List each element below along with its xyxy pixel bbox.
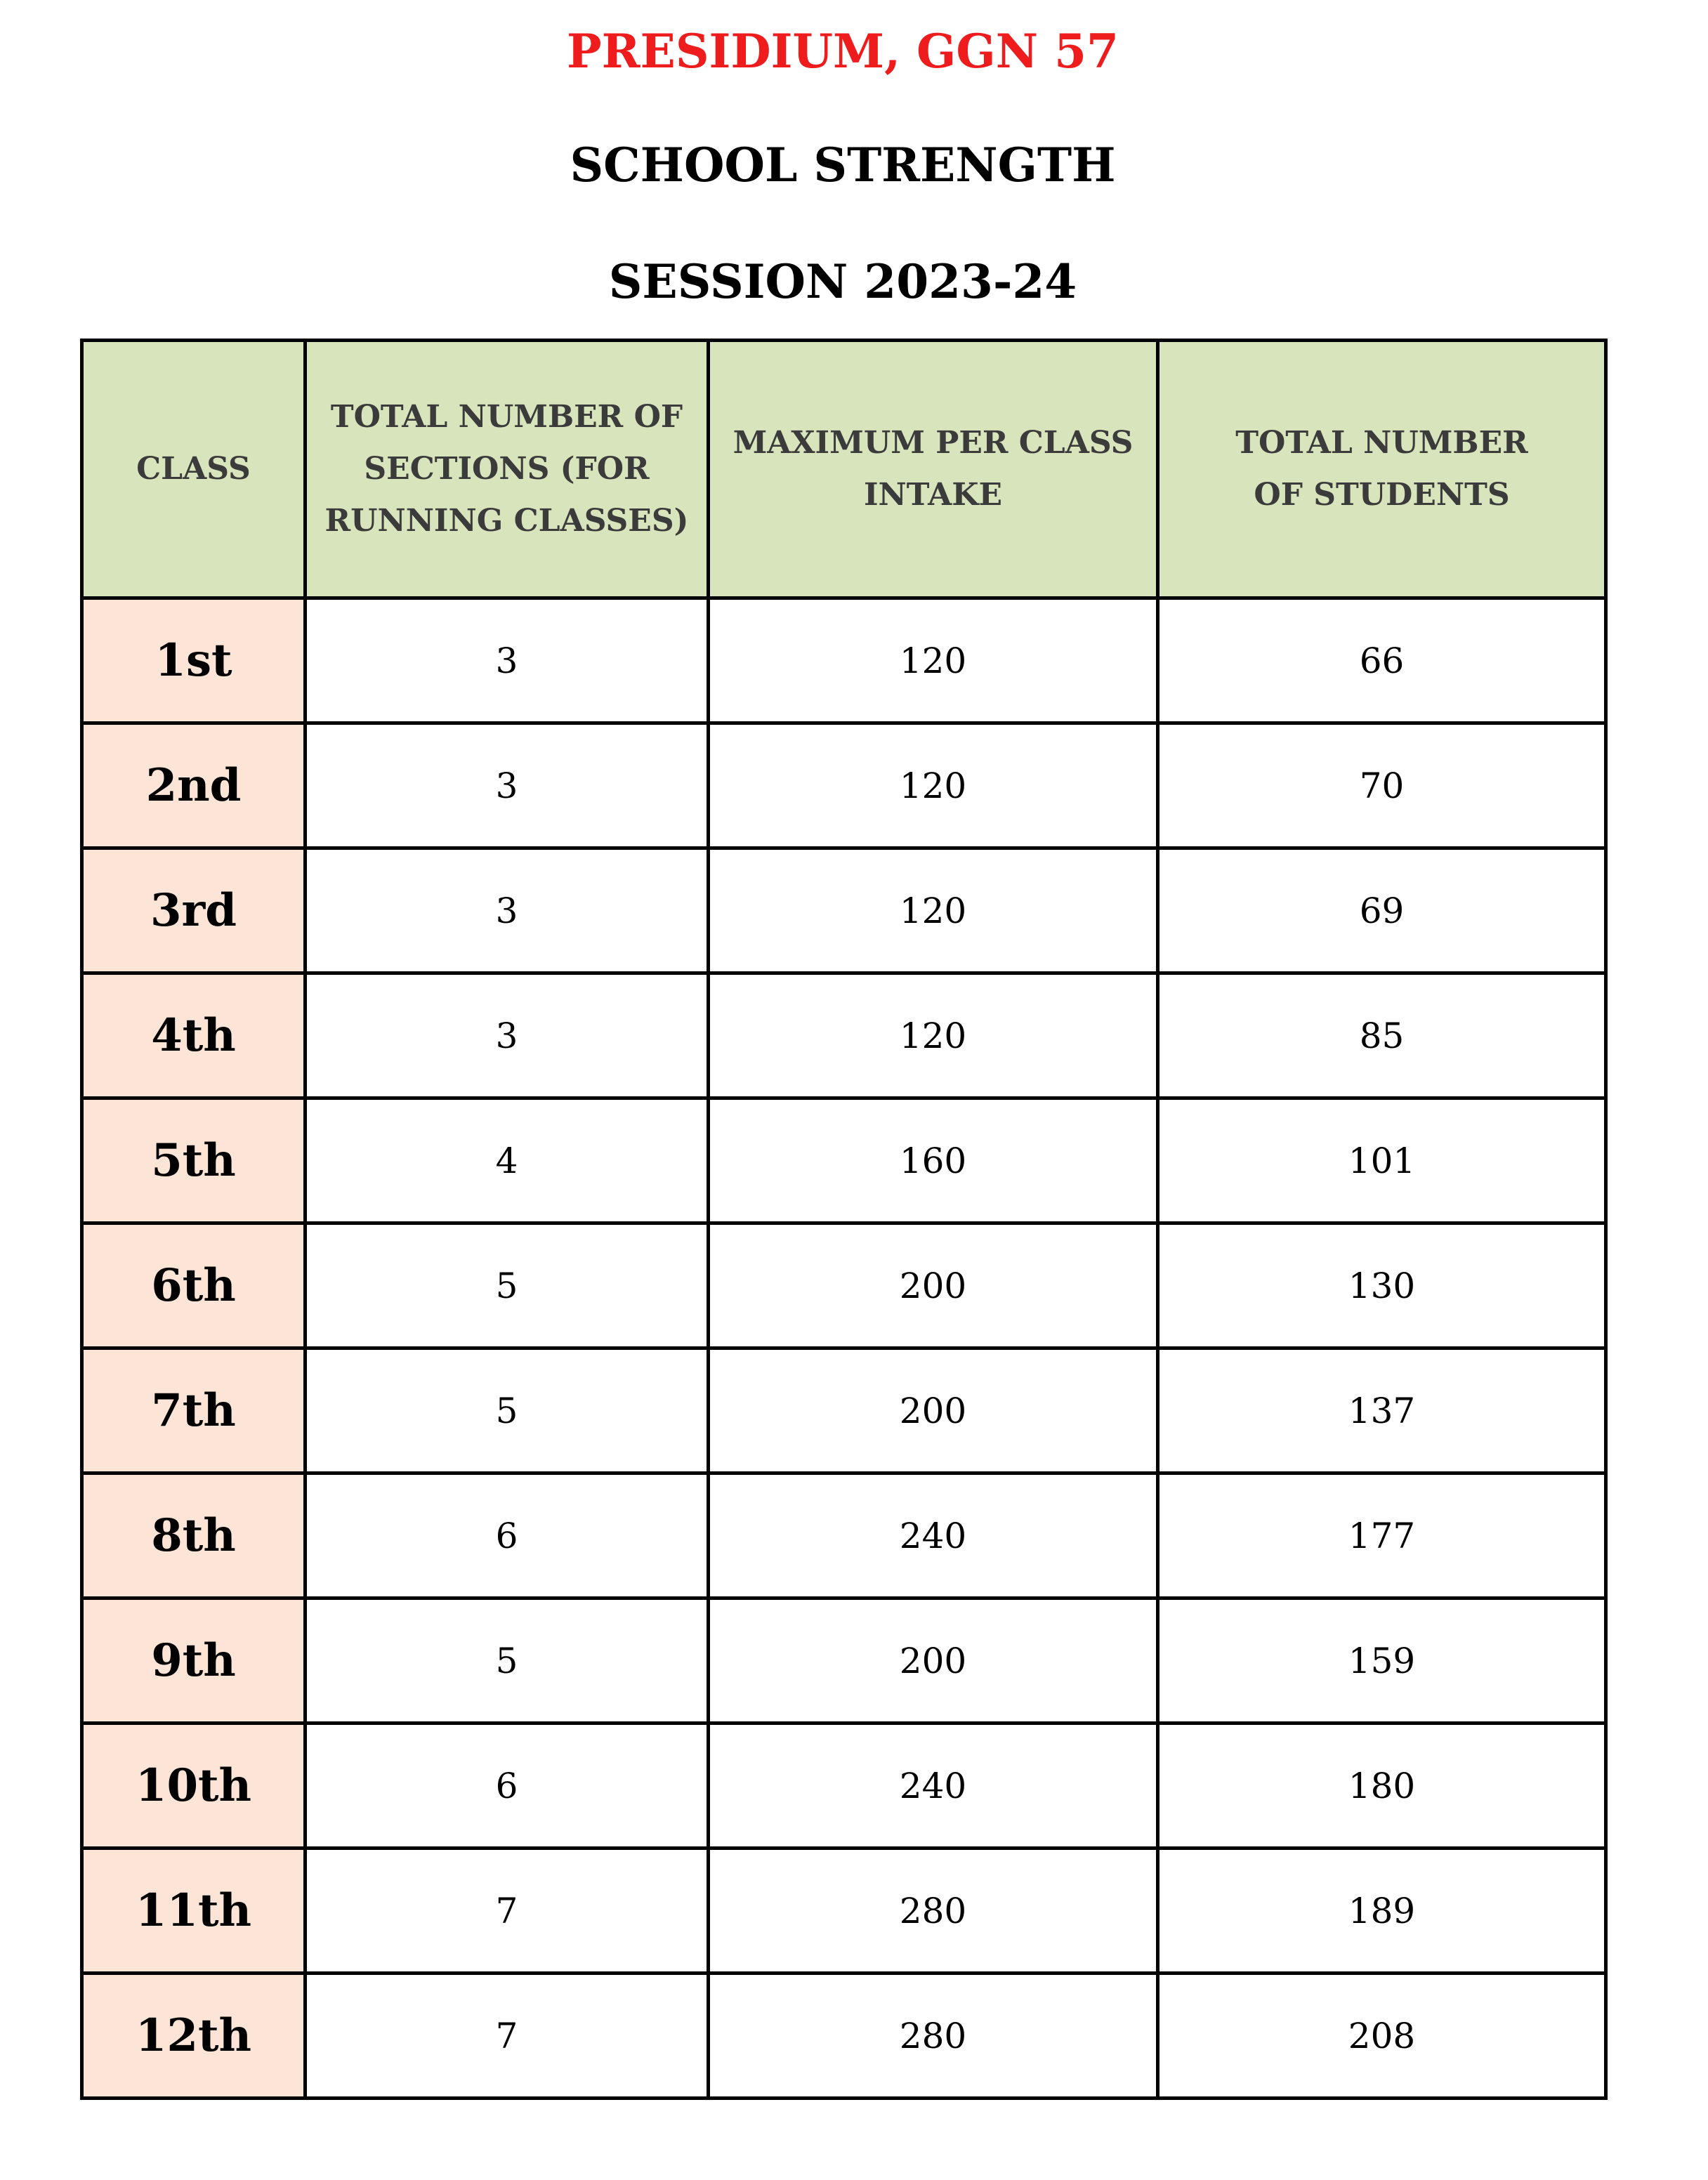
- table-row: [82, 1974, 1606, 2099]
- sections-cell: 3: [306, 848, 709, 973]
- total-students-cell: 101: [1158, 1098, 1606, 1223]
- max-intake-cell: 240: [709, 1473, 1158, 1598]
- total-students-cell: 189: [1158, 1849, 1606, 1974]
- max-intake-cell: 280: [709, 1974, 1158, 2099]
- sections-cell: 7: [306, 1974, 709, 2099]
- class-cell: 10th: [82, 1723, 306, 1849]
- header-line: RUNNING CLASSES): [324, 503, 689, 539]
- class-cell: 8th: [82, 1473, 306, 1598]
- class-cell: 5th: [82, 1098, 306, 1223]
- column-header-class: [82, 341, 306, 598]
- max-intake-cell: 120: [709, 723, 1158, 848]
- max-intake-cell: 240: [709, 1723, 1158, 1849]
- sections-cell: 5: [306, 1348, 709, 1473]
- column-header-max-intake: [709, 341, 1158, 598]
- class-cell: 11th: [82, 1849, 306, 1974]
- page-title: SCHOOL STRENGTH: [570, 138, 1116, 192]
- header-line: TOTAL NUMBER: [1235, 425, 1528, 461]
- table-row: [82, 1849, 1606, 1974]
- class-cell: 6th: [82, 1223, 306, 1348]
- total-students-cell: 180: [1158, 1723, 1606, 1849]
- class-cell: 3rd: [82, 848, 306, 973]
- class-cell: 12th: [82, 1974, 306, 2099]
- table-row: [82, 598, 1606, 723]
- class-cell: 7th: [82, 1348, 306, 1473]
- class-cell: 4th: [82, 973, 306, 1098]
- class-cell: 2nd: [82, 723, 306, 848]
- max-intake-cell: 280: [709, 1849, 1158, 1974]
- max-intake-cell: 200: [709, 1348, 1158, 1473]
- table-row: [82, 1098, 1606, 1223]
- class-cell: 1st: [82, 598, 306, 723]
- table-row: [82, 1473, 1606, 1598]
- header-line: SECTIONS (FOR: [364, 451, 650, 487]
- table-row: [82, 723, 1606, 848]
- sections-cell: 3: [306, 598, 709, 723]
- sections-cell: 6: [306, 1473, 709, 1598]
- table-row: [82, 848, 1606, 973]
- table-body: [82, 598, 1606, 2099]
- table-row: [82, 973, 1606, 1098]
- max-intake-cell: 120: [709, 973, 1158, 1098]
- session-label: SESSION 2023-24: [608, 254, 1077, 309]
- sections-cell: 7: [306, 1849, 709, 1974]
- total-students-cell: 66: [1158, 598, 1606, 723]
- header-line: CLASS: [136, 451, 251, 487]
- sections-cell: 5: [306, 1223, 709, 1348]
- sections-cell: 3: [306, 723, 709, 848]
- max-intake-cell: 200: [709, 1223, 1158, 1348]
- total-students-cell: 130: [1158, 1223, 1606, 1348]
- table-row: [82, 1223, 1606, 1348]
- total-students-cell: 159: [1158, 1598, 1606, 1723]
- school-strength-table: [80, 339, 1608, 2100]
- table-row: [82, 1723, 1606, 1849]
- header-line: MAXIMUM PER CLASS: [733, 425, 1134, 461]
- table-row: [82, 1598, 1606, 1723]
- header-line: TOTAL NUMBER OF: [330, 399, 683, 435]
- sections-cell: 3: [306, 973, 709, 1098]
- table-header-row: [82, 341, 1606, 598]
- header-line: INTAKE: [863, 477, 1003, 513]
- school-name: PRESIDIUM, GGN 57: [567, 24, 1119, 79]
- table-row: [82, 1348, 1606, 1473]
- total-students-cell: 69: [1158, 848, 1606, 973]
- class-cell: 9th: [82, 1598, 306, 1723]
- sections-cell: 5: [306, 1598, 709, 1723]
- total-students-cell: 208: [1158, 1974, 1606, 2099]
- max-intake-cell: 160: [709, 1098, 1158, 1223]
- max-intake-cell: 120: [709, 598, 1158, 723]
- sections-cell: 6: [306, 1723, 709, 1849]
- max-intake-cell: 120: [709, 848, 1158, 973]
- sections-cell: 4: [306, 1098, 709, 1223]
- total-students-cell: 177: [1158, 1473, 1606, 1598]
- total-students-cell: 85: [1158, 973, 1606, 1098]
- header-line: OF STUDENTS: [1254, 477, 1510, 513]
- total-students-cell: 137: [1158, 1348, 1606, 1473]
- total-students-cell: 70: [1158, 723, 1606, 848]
- column-header-total-students: [1158, 341, 1606, 598]
- max-intake-cell: 200: [709, 1598, 1158, 1723]
- column-header-sections: [306, 341, 709, 598]
